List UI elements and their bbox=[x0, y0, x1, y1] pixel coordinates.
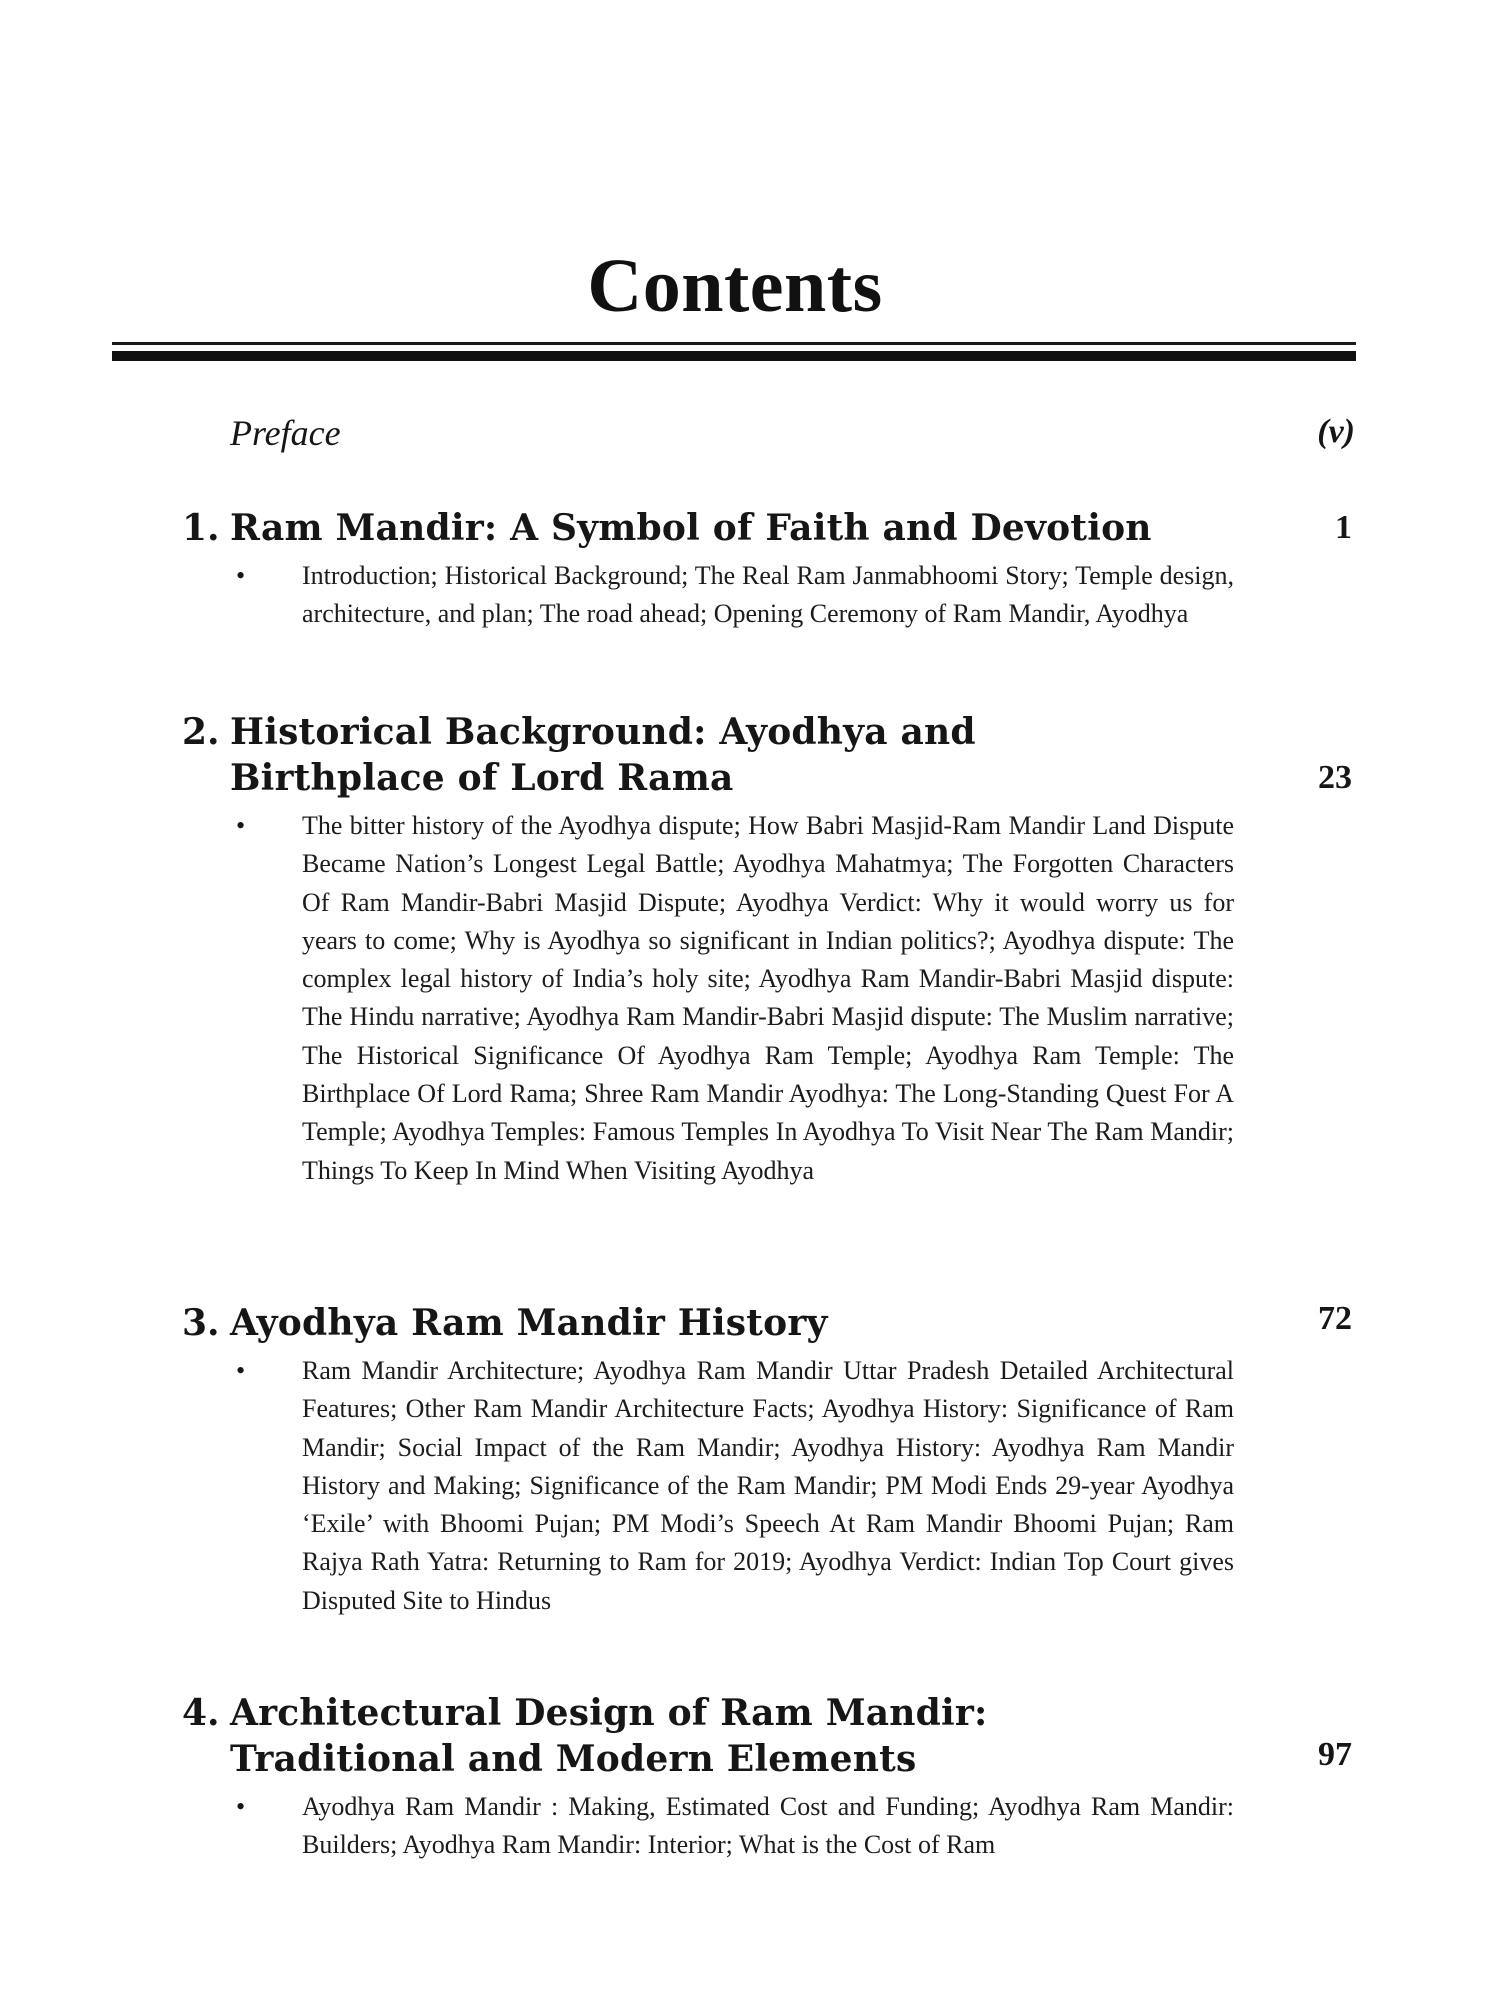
bullet-icon: • bbox=[236, 1356, 246, 1385]
page-title: Contents bbox=[587, 244, 883, 328]
chapter-title: Architectural Design of Ram Mandir: Traditional and Modern Elements bbox=[230, 1692, 988, 1780]
bullet-icon: • bbox=[236, 811, 246, 840]
chapter-page-number: 23 bbox=[1318, 759, 1352, 796]
preface-label: Preface bbox=[230, 413, 341, 453]
chapter-summary: Introduction; Historical Background; The Real Ram Janmabhoomi Story; Temple design, architecture, and plan; The road ahead; Opening Ceremony of Ram Mandir, Ayodhya bbox=[302, 561, 1234, 629]
chapter-title: Historical Background: Ayodhya and Birthplace of Lord Rama bbox=[230, 711, 976, 799]
chapter-page-number: 97 bbox=[1318, 1736, 1352, 1773]
chapter-summary: Ram Mandir Architecture; Ayodhya Ram Mandir Uttar Pradesh Detailed Architectural Features; Other Ram Mandir Architecture Facts; Ayodhya History: Significance of Ram Mandir; Social Impact of the Ram Mandir; Ayodhya History: Ayodhya Ram Mandir History and Making; Significance of the Ram Mandir; PM Modi Ends 29-year Ayodhya ‘Exile’ with Bhoomi Pujan; PM Modi’s Speech At Ram Mandir Bhoomi Pujan; Ram Rajya Rath Yatra: Returning to Ram for 2019; Ayodhya Verdict: Indian Top Court gives Disputed Site to Hindus bbox=[302, 1356, 1234, 1615]
chapter-entry-2[interactable] bbox=[182, 709, 1352, 1269]
preface-page-number: (v) bbox=[1317, 413, 1355, 450]
title-rule-thin bbox=[112, 342, 1356, 345]
chapter-entry-1[interactable] bbox=[182, 505, 1352, 675]
title-rule-thick bbox=[112, 351, 1356, 361]
chapter-number: 2. bbox=[182, 711, 220, 753]
chapter-page-number: 1 bbox=[1335, 509, 1352, 546]
chapter-summary: Ayodhya Ram Mandir : Making, Estimated Cost and Funding; Ayodhya Ram Mandir: Builders; Ayodhya Ram Mandir: Interior; What is the Cost of Ram bbox=[302, 1792, 1234, 1860]
chapter-entry-4[interactable] bbox=[182, 1690, 1352, 1870]
bullet-icon: • bbox=[236, 561, 246, 590]
chapter-entry-3[interactable] bbox=[182, 1300, 1352, 1660]
bullet-icon: • bbox=[236, 1792, 246, 1821]
chapter-page-number: 72 bbox=[1318, 1300, 1352, 1337]
chapter-title: Ram Mandir: A Symbol of Faith and Devotion bbox=[230, 507, 1152, 549]
chapter-number: 3. bbox=[182, 1302, 220, 1344]
chapter-summary: The bitter history of the Ayodhya dispute; How Babri Masjid-Ram Mandir Land Dispute Became Nation’s Longest Legal Battle; Ayodhya Mahatmya; The Forgotten Characters Of Ram Mandir-Babri Masjid Dispute; Ayodhya Verdict: Why it would worry us for years to come; Why is Ayodhya so significant in Indian politics?; Ayodhya dispute: The complex legal history of India’s holy site; Ayodhya Ram Mandir-Babri Masjid dispute: The Hindu narrative; Ayodhya Ram Mandir-Babri Masjid dispute: The Muslim narrative; The Historical Significance Of Ayodhya Ram Temple; Ayodhya Ram Temple: The Birthplace Of Lord Rama; Shree Ram Mandir Ayodhya: The Long-Standing Quest For A Temple; Ayodhya Temples: Famous Temples In Ayodhya To Visit Near The Ram Mandir; Things To Keep In Mind When Visiting Ayodhya bbox=[302, 811, 1234, 1185]
chapter-title: Ayodhya Ram Mandir History bbox=[230, 1302, 828, 1344]
chapter-number: 1. bbox=[182, 507, 220, 549]
chapter-number: 4. bbox=[182, 1692, 220, 1734]
